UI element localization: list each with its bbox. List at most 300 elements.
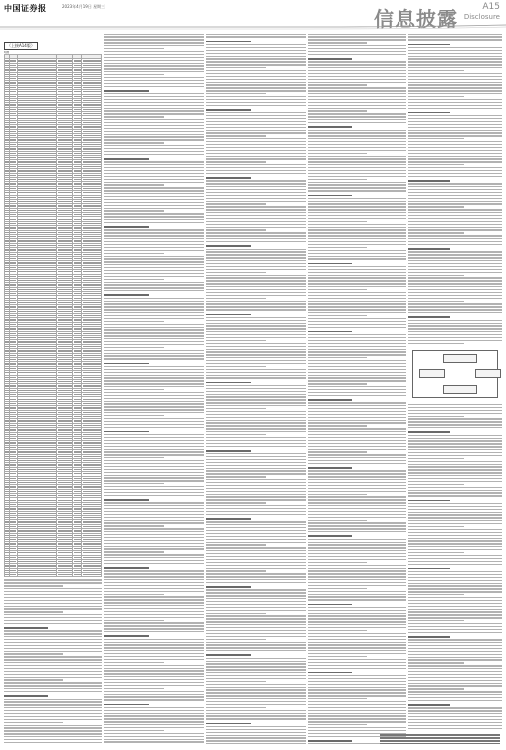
text-line bbox=[308, 662, 406, 663]
text-line bbox=[104, 412, 204, 413]
text-line bbox=[104, 486, 204, 487]
text-line bbox=[308, 428, 406, 429]
text-line bbox=[308, 443, 406, 444]
text-line bbox=[206, 494, 306, 495]
text-line bbox=[104, 116, 164, 117]
text-line bbox=[104, 741, 204, 742]
text-line bbox=[408, 606, 502, 607]
text-line bbox=[308, 36, 406, 37]
text-line bbox=[206, 737, 306, 738]
text-line bbox=[104, 696, 204, 697]
text-line bbox=[206, 377, 306, 378]
text-line bbox=[104, 685, 204, 686]
text-line bbox=[206, 161, 266, 162]
text-line bbox=[206, 740, 306, 741]
text-line bbox=[206, 323, 306, 324]
text-line bbox=[308, 206, 406, 207]
text-line bbox=[206, 723, 251, 725]
page-number: A15 bbox=[482, 2, 500, 12]
text-line bbox=[206, 369, 306, 370]
text-line bbox=[206, 539, 306, 540]
text-line bbox=[104, 247, 204, 248]
text-line bbox=[408, 64, 502, 65]
text-line bbox=[104, 489, 204, 490]
text-line bbox=[206, 582, 306, 583]
text-line bbox=[4, 730, 102, 731]
text-line bbox=[206, 144, 306, 145]
text-line bbox=[104, 54, 204, 55]
text-line bbox=[308, 366, 406, 367]
text-line bbox=[308, 377, 406, 378]
text-line bbox=[206, 473, 306, 474]
text-line bbox=[408, 108, 502, 109]
text-line bbox=[408, 435, 502, 436]
text-line bbox=[408, 431, 450, 433]
text-line bbox=[206, 639, 266, 640]
text-line bbox=[104, 184, 164, 185]
text-line bbox=[104, 736, 204, 737]
column-5 bbox=[408, 32, 502, 744]
text-line bbox=[206, 402, 306, 403]
text-line bbox=[308, 190, 406, 191]
text-line bbox=[408, 132, 502, 133]
text-line bbox=[104, 721, 204, 722]
text-line bbox=[104, 567, 149, 569]
text-line bbox=[206, 73, 306, 74]
text-line bbox=[308, 440, 406, 441]
text-line bbox=[408, 680, 502, 681]
text-line bbox=[4, 691, 102, 692]
text-line bbox=[408, 260, 502, 261]
text-line bbox=[308, 238, 406, 239]
text-line bbox=[104, 353, 204, 354]
text-line bbox=[206, 354, 306, 355]
text-line bbox=[104, 128, 204, 129]
text-line bbox=[308, 73, 406, 74]
text-line bbox=[206, 109, 251, 111]
text-line bbox=[104, 273, 204, 274]
text-line bbox=[104, 383, 204, 384]
text-line bbox=[206, 164, 306, 165]
text-line bbox=[104, 253, 164, 254]
text-line bbox=[206, 589, 306, 590]
text-line bbox=[104, 51, 204, 52]
text-line bbox=[104, 563, 204, 564]
text-line bbox=[104, 229, 204, 230]
text-line bbox=[408, 96, 464, 97]
footer-line bbox=[380, 743, 500, 744]
text-line bbox=[104, 148, 204, 149]
text-line bbox=[206, 544, 266, 545]
text-line bbox=[206, 586, 251, 588]
text-line bbox=[206, 298, 266, 299]
text-line bbox=[4, 645, 102, 646]
text-line bbox=[104, 599, 204, 600]
text-line bbox=[308, 449, 406, 450]
text-line bbox=[206, 118, 306, 119]
text-line bbox=[308, 272, 406, 273]
text-line bbox=[206, 692, 306, 693]
text-line bbox=[408, 93, 502, 94]
text-line bbox=[308, 147, 406, 148]
text-line bbox=[308, 54, 406, 55]
text-line bbox=[408, 514, 502, 515]
text-line bbox=[308, 627, 406, 628]
text-line bbox=[308, 232, 406, 233]
text-line bbox=[206, 227, 306, 228]
text-line bbox=[308, 39, 406, 40]
text-line bbox=[408, 728, 502, 729]
text-line bbox=[408, 475, 502, 476]
text-line bbox=[308, 244, 406, 245]
text-line bbox=[408, 713, 502, 714]
text-line bbox=[104, 344, 204, 345]
text-line bbox=[206, 595, 306, 596]
text-line bbox=[308, 630, 367, 631]
text-line bbox=[206, 351, 306, 352]
text-line bbox=[206, 440, 306, 441]
text-line bbox=[408, 466, 502, 467]
text-line bbox=[206, 636, 306, 637]
text-line bbox=[104, 585, 204, 586]
text-line bbox=[206, 411, 306, 412]
text-line bbox=[104, 173, 204, 174]
text-line bbox=[206, 135, 266, 136]
text-line bbox=[308, 470, 406, 471]
text-line bbox=[308, 343, 406, 344]
text-line bbox=[308, 636, 406, 637]
text-line bbox=[308, 82, 406, 83]
text-line bbox=[408, 438, 502, 439]
text-line bbox=[104, 647, 204, 648]
text-line bbox=[206, 618, 306, 619]
text-line bbox=[206, 399, 306, 400]
text-line bbox=[408, 492, 502, 493]
text-line bbox=[104, 588, 204, 589]
text-line bbox=[308, 707, 406, 708]
announcement-footer bbox=[380, 733, 500, 746]
ownership-structure-figure bbox=[412, 350, 498, 398]
text-line bbox=[206, 530, 306, 531]
text-line bbox=[408, 704, 450, 706]
text-line bbox=[308, 318, 406, 319]
text-line bbox=[408, 639, 502, 640]
text-line bbox=[104, 139, 204, 140]
text-line bbox=[104, 437, 204, 438]
text-line bbox=[206, 158, 306, 159]
footer-line bbox=[380, 740, 500, 741]
text-line bbox=[104, 469, 204, 470]
text-line bbox=[408, 180, 450, 182]
text-line bbox=[206, 295, 306, 296]
section-subtitle: Disclosure bbox=[463, 13, 500, 21]
text-line bbox=[206, 417, 306, 418]
text-line bbox=[408, 626, 502, 627]
text-line bbox=[408, 506, 502, 507]
text-line bbox=[104, 71, 204, 72]
text-line bbox=[206, 132, 306, 133]
text-line bbox=[308, 408, 406, 409]
text-line bbox=[308, 695, 406, 696]
text-line bbox=[308, 241, 406, 242]
text-line bbox=[408, 124, 502, 125]
text-line bbox=[104, 475, 204, 476]
text-line bbox=[104, 366, 204, 367]
text-line bbox=[408, 591, 502, 592]
text-line bbox=[4, 742, 102, 743]
text-line bbox=[4, 701, 102, 702]
text-line bbox=[104, 193, 204, 194]
text-line bbox=[308, 67, 406, 68]
text-line bbox=[4, 651, 102, 652]
text-line bbox=[308, 604, 352, 606]
text-line bbox=[308, 624, 406, 625]
text-line bbox=[308, 138, 406, 139]
text-line bbox=[206, 701, 306, 702]
text-line bbox=[408, 571, 502, 572]
text-line bbox=[104, 644, 204, 645]
text-line bbox=[408, 309, 502, 310]
text-line bbox=[104, 108, 204, 109]
text-line bbox=[4, 665, 102, 666]
text-line bbox=[104, 463, 204, 464]
text-line bbox=[308, 164, 406, 165]
text-line bbox=[206, 568, 306, 569]
text-line bbox=[308, 122, 406, 123]
text-line bbox=[308, 346, 406, 347]
text-line bbox=[4, 648, 102, 649]
text-line bbox=[206, 502, 266, 503]
text-line bbox=[104, 238, 204, 239]
text-line bbox=[206, 443, 306, 444]
text-line bbox=[206, 388, 306, 389]
text-line bbox=[206, 357, 306, 358]
text-line bbox=[308, 176, 406, 177]
text-line bbox=[308, 386, 406, 387]
text-line bbox=[206, 50, 306, 51]
text-line bbox=[104, 235, 204, 236]
text-line bbox=[308, 488, 406, 489]
text-line bbox=[206, 573, 306, 574]
text-line bbox=[408, 725, 502, 726]
text-line bbox=[308, 116, 406, 117]
text-line bbox=[408, 512, 502, 513]
text-line bbox=[206, 630, 306, 631]
text-line bbox=[408, 58, 502, 59]
text-line bbox=[408, 195, 502, 196]
text-line bbox=[408, 198, 502, 199]
text-line bbox=[308, 315, 367, 316]
text-line bbox=[408, 455, 502, 456]
text-line bbox=[308, 485, 406, 486]
text-line bbox=[308, 184, 406, 185]
text-line bbox=[408, 323, 502, 324]
text-line bbox=[408, 176, 502, 177]
text-line bbox=[104, 294, 149, 296]
text-line bbox=[104, 480, 204, 481]
text-line bbox=[104, 290, 204, 291]
text-line bbox=[4, 653, 63, 654]
text-line bbox=[104, 724, 204, 725]
text-line bbox=[206, 456, 306, 457]
text-line bbox=[4, 600, 102, 601]
text-line bbox=[206, 713, 306, 714]
text-line bbox=[206, 309, 306, 310]
text-line bbox=[206, 408, 266, 409]
text-line bbox=[4, 636, 102, 637]
text-line bbox=[104, 656, 204, 657]
text-line bbox=[104, 582, 204, 583]
text-line bbox=[408, 275, 464, 276]
text-line bbox=[104, 131, 204, 132]
text-line bbox=[206, 306, 306, 307]
text-line bbox=[206, 266, 306, 267]
text-line bbox=[308, 215, 406, 216]
text-line bbox=[206, 678, 306, 679]
issue-date: 2023年4月19日 星期三 bbox=[62, 4, 106, 9]
text-line bbox=[206, 533, 306, 534]
text-line bbox=[206, 317, 306, 318]
text-line bbox=[408, 173, 502, 174]
text-line bbox=[206, 150, 306, 151]
text-line bbox=[206, 277, 306, 278]
text-line bbox=[408, 170, 502, 171]
text-line bbox=[206, 715, 306, 716]
text-line bbox=[408, 301, 464, 302]
text-line bbox=[308, 718, 406, 719]
text-line bbox=[104, 154, 204, 155]
text-line bbox=[408, 449, 502, 450]
text-line bbox=[104, 332, 204, 333]
text-line bbox=[104, 715, 204, 716]
text-line bbox=[308, 613, 406, 614]
text-line bbox=[206, 422, 306, 423]
text-line bbox=[4, 611, 63, 612]
text-line bbox=[308, 156, 406, 157]
text-line bbox=[206, 112, 306, 113]
text-line bbox=[408, 337, 502, 338]
text-line bbox=[206, 687, 306, 688]
text-line bbox=[206, 598, 306, 599]
header-rule-swoosh bbox=[0, 24, 506, 32]
text-line bbox=[104, 60, 204, 61]
text-line bbox=[104, 427, 204, 428]
text-line bbox=[408, 614, 502, 615]
text-line bbox=[4, 710, 102, 711]
text-line bbox=[206, 209, 306, 210]
text-line bbox=[104, 525, 164, 526]
text-line bbox=[308, 499, 406, 500]
text-line bbox=[308, 42, 367, 43]
text-line bbox=[408, 691, 502, 692]
text-line bbox=[206, 375, 306, 376]
text-line bbox=[104, 389, 164, 390]
text-line bbox=[104, 528, 204, 529]
text-line bbox=[104, 119, 204, 120]
text-line bbox=[308, 173, 406, 174]
text-line bbox=[4, 642, 102, 643]
text-line bbox=[104, 499, 149, 501]
text-line bbox=[104, 434, 204, 435]
text-line bbox=[408, 659, 502, 660]
text-line bbox=[308, 457, 406, 458]
text-line bbox=[104, 727, 204, 728]
text-line bbox=[4, 606, 102, 607]
text-line bbox=[408, 150, 502, 151]
text-line bbox=[308, 389, 406, 390]
text-line bbox=[308, 491, 406, 492]
text-line bbox=[104, 39, 204, 40]
text-line bbox=[206, 177, 251, 179]
text-line bbox=[104, 151, 204, 152]
text-line bbox=[104, 63, 204, 64]
text-line bbox=[206, 203, 266, 204]
text-line bbox=[104, 418, 204, 419]
text-line bbox=[206, 633, 306, 634]
text-line bbox=[4, 716, 102, 717]
text-line bbox=[408, 251, 502, 252]
text-line bbox=[408, 645, 502, 646]
text-line bbox=[308, 420, 406, 421]
text-line bbox=[408, 674, 502, 675]
text-line bbox=[4, 704, 102, 705]
text-line bbox=[104, 80, 204, 81]
text-line bbox=[308, 568, 406, 569]
text-line bbox=[104, 451, 204, 452]
text-line bbox=[308, 494, 367, 495]
text-line bbox=[308, 596, 406, 597]
text-line bbox=[308, 642, 406, 643]
text-line bbox=[308, 539, 406, 540]
text-line bbox=[206, 70, 306, 71]
text-line bbox=[104, 182, 204, 183]
text-line bbox=[308, 402, 406, 403]
text-line bbox=[308, 90, 406, 91]
text-line bbox=[206, 726, 306, 727]
text-line bbox=[308, 692, 406, 693]
text-line bbox=[104, 511, 204, 512]
text-line bbox=[104, 222, 204, 223]
text-line bbox=[104, 372, 204, 373]
text-line bbox=[206, 366, 266, 367]
text-line bbox=[104, 57, 204, 58]
text-line bbox=[206, 658, 306, 659]
text-line bbox=[206, 707, 266, 708]
text-line bbox=[308, 334, 406, 335]
text-line bbox=[308, 479, 406, 480]
text-line bbox=[408, 161, 502, 162]
text-line bbox=[308, 535, 352, 537]
text-line bbox=[308, 113, 406, 114]
text-line bbox=[408, 295, 502, 296]
text-line bbox=[4, 685, 102, 686]
text-line bbox=[206, 621, 306, 622]
text-line bbox=[104, 125, 204, 126]
text-line bbox=[4, 620, 102, 621]
text-line bbox=[104, 449, 204, 450]
text-line bbox=[104, 375, 204, 376]
text-line bbox=[104, 270, 204, 271]
text-line bbox=[206, 331, 306, 332]
text-line bbox=[408, 158, 502, 159]
text-line bbox=[308, 724, 367, 725]
text-line bbox=[104, 261, 204, 262]
text-line bbox=[308, 357, 367, 358]
text-line bbox=[206, 650, 306, 651]
text-line bbox=[104, 113, 204, 114]
text-line bbox=[308, 224, 406, 225]
text-line bbox=[104, 551, 164, 552]
